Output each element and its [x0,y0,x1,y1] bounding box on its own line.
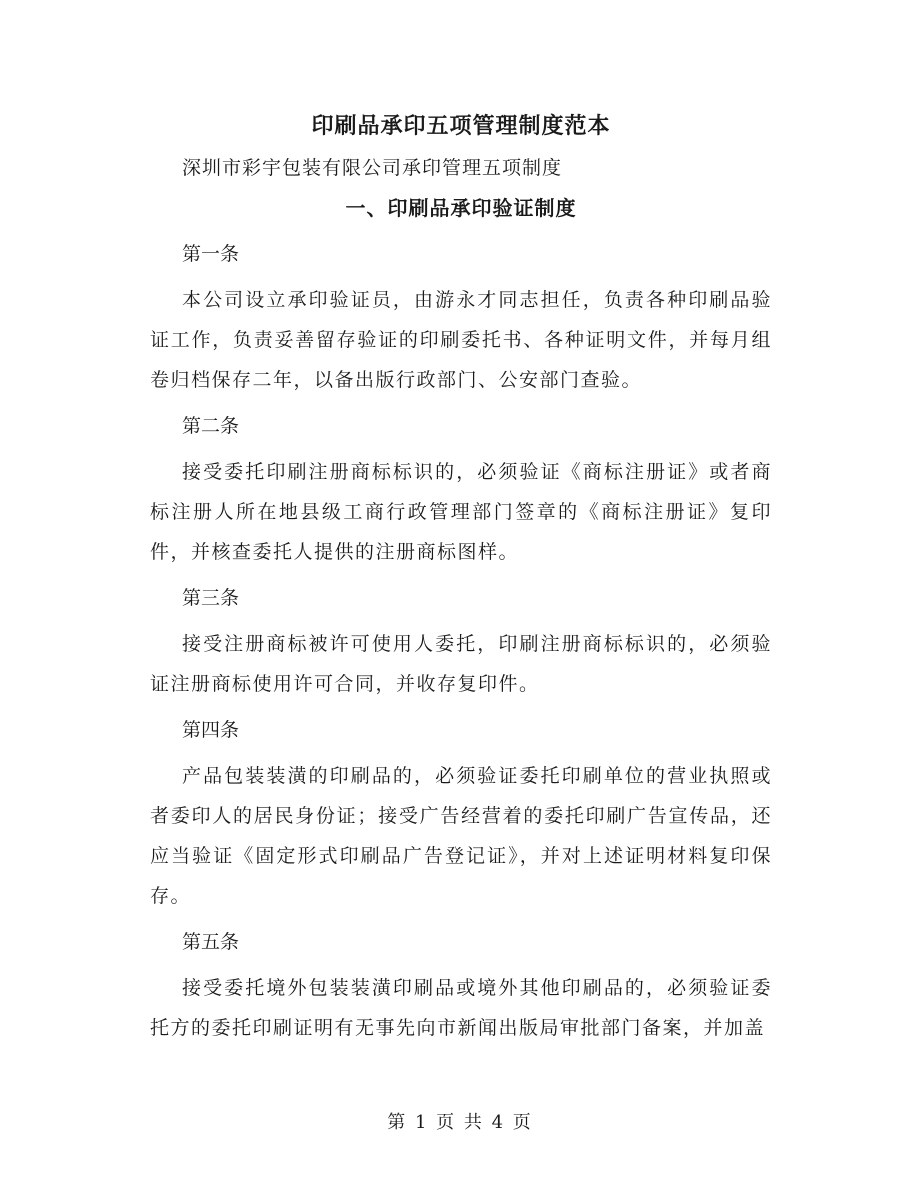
article-text: 产品包装装潢的印刷品的，必须验证委托印刷单位的营业执照或者委印人的居民身份证；接受广告经营着的委托印刷广告宣传品，还应当验证《固定形式印刷品广告登记证》，并对上述证明材料复印保存。 [150,765,772,907]
section-heading: 一、印刷品承印验证制度 [345,196,577,220]
article-4 [150,704,772,916]
article-label: 第三条 [182,587,240,609]
article-5 [150,916,772,1048]
article-text: 接受委托印刷注册商标标识的，必须验证《商标注册证》或者商标注册人所在地县级工商行政管理部门签章的《商标注册证》复印件，并核查委托人提供的注册商标图样。 [150,461,772,563]
document-title: 印刷品承印五项管理制度范本 [311,113,611,139]
document-body [150,106,772,1048]
article-text: 接受注册商标被许可使用人委托，印刷注册商标标识的，必须验证注册商标使用许可合同，并收存复印件。 [150,633,772,695]
article-label: 第四条 [182,719,240,741]
document-subtitle: 深圳市彩宇包装有限公司承印管理五项制度 [182,157,563,179]
article-label: 第五条 [182,931,240,953]
article-label: 第二条 [182,415,240,437]
article-text: 接受委托境外包装装潢印刷品或境外其他印刷品的，必须验证委托方的委托印刷证明有无事先向市新闻出版局审批部门备案，并加盖 [150,977,772,1039]
page-footer: 第 1 页 共 4 页 [387,1112,533,1133]
article-text: 本公司设立承印验证员，由游永才同志担任，负责各种印刷品验证工作，负责妥善留存验证的印刷委托书、各种证明文件，并每月组卷归档保存二年，以备出版行政部门、公安部门查验。 [150,289,772,391]
article-label: 第一条 [182,243,240,265]
article-2 [150,400,772,572]
article-3 [150,572,772,704]
article-1 [150,228,772,400]
